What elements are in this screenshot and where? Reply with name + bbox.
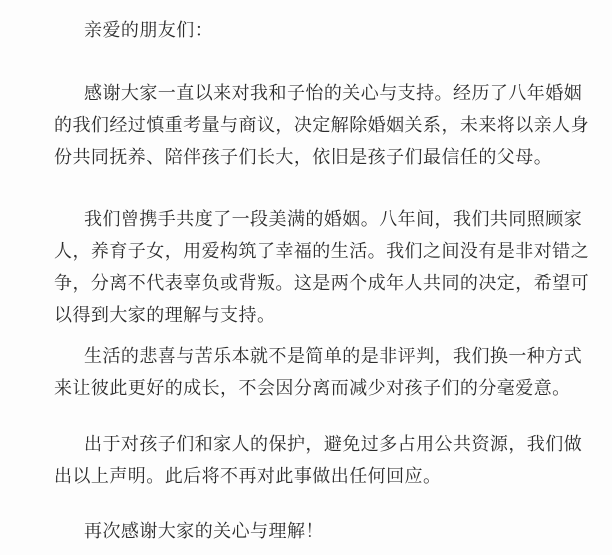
salutation: 亲爱的朋友们： [84,20,214,41]
paragraph-2-line-3: 争，分离不代表辜负或背叛。这是两个成年人共同的决定，希望可 [54,273,590,294]
paragraph-1-line-1: 感谢大家一直以来对我和子怡的关心与支持。经历了八年婚姻 [84,83,583,104]
paragraph-1-line-2: 的我们经过慎重考量与商议，决定解除婚姻关系，未来将以亲人身 [54,115,590,136]
paragraph-4-line-1: 出于对孩子们和家人的保护，避免过多占用公共资源，我们做 [84,434,583,455]
paragraph-3-line-1: 生活的悲喜与苦乐本就不是简单的是非评判，我们换一种方式 [84,346,583,367]
closing-line: 再次感谢大家的关心与理解！ [84,521,324,542]
paragraph-2-line-2: 人，养育子女，用爱构筑了幸福的生活。我们之间没有是非对错之 [54,241,590,262]
paragraph-1-line-3: 份共同抚养、陪伴孩子们长大，依旧是孩子们最信任的父母。 [54,147,553,168]
paragraph-2-line-1: 我们曾携手共度了一段美满的婚姻。八年间，我们共同照顾家 [84,209,583,230]
paragraph-3-line-2: 来让彼此更好的成长，不会因分离而减少对孩子们的分毫爱意。 [54,378,571,399]
paragraph-4-line-2: 出以上声明。此后将不再对此事做出任何回应。 [54,466,442,487]
paragraph-2-line-4: 以得到大家的理解与支持。 [54,305,276,326]
